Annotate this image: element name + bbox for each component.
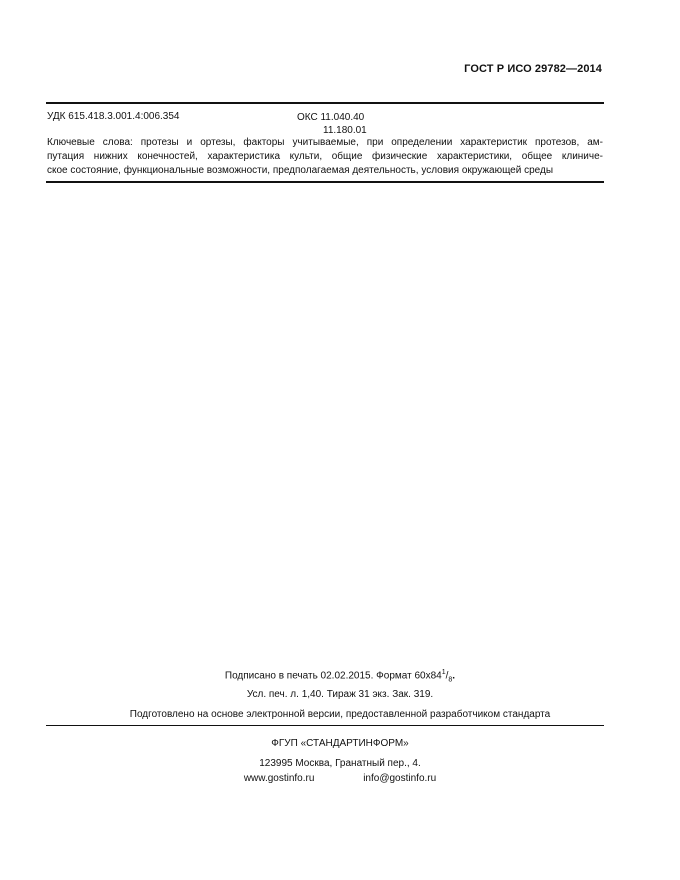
oks-codes bbox=[297, 111, 367, 137]
signed-text: Подписано в печать 02.02.2015. Формат 60x84 bbox=[224, 670, 442, 682]
udk-code: УДК 615.418.3.001.4:006.354 bbox=[47, 111, 180, 122]
oks-code-primary: ОКС 11.040.40 bbox=[297, 112, 365, 123]
standard-code: ГОСТ Р ИСО 29782—2014 bbox=[464, 63, 602, 75]
imprint-divider bbox=[46, 725, 604, 726]
keywords-line: Ключевые слова: протезы и ортезы, факторы учитываемые, при определении характеристик протезов, ам- bbox=[47, 137, 603, 148]
keywords-line: ское состояние, функциональные возможности, предполагаемая деятельность, условия окружающей среды bbox=[47, 165, 554, 176]
top-divider bbox=[46, 102, 604, 104]
oks-code-secondary: 11.180.01 bbox=[323, 125, 367, 136]
bottom-divider bbox=[46, 181, 604, 183]
format-denominator: 8 bbox=[448, 676, 453, 684]
keywords-block bbox=[47, 136, 603, 178]
signed-suffix: . bbox=[452, 670, 456, 682]
signed-to-print: Подписано в печать 02.02.2015. Формат $60x84^1/_8$. bbox=[224, 669, 456, 684]
publisher-contacts bbox=[0, 773, 680, 784]
keywords-line: путация нижних конечностей, характеристика культи, общие физические характеристики, общее клиниче- bbox=[47, 151, 603, 162]
publisher-address: 123995 Москва, Гранатный пер., 4. bbox=[259, 758, 421, 769]
publisher-name: ФГУП «СТАНДАРТИНФОРМ» bbox=[271, 738, 409, 749]
print-run-info: Усл. печ. л. 1,40. Тираж 31 экз. Зак. 319. bbox=[246, 689, 434, 700]
website-link[interactable]: www.gostinfo.ru bbox=[243, 773, 315, 784]
email-link[interactable]: info@gostinfo.ru bbox=[363, 773, 437, 784]
format-numerator: 1 bbox=[441, 669, 446, 676]
prepared-note: Подготовлено на основе электронной версии, предоставленной разработчиком стандарта bbox=[129, 709, 551, 720]
